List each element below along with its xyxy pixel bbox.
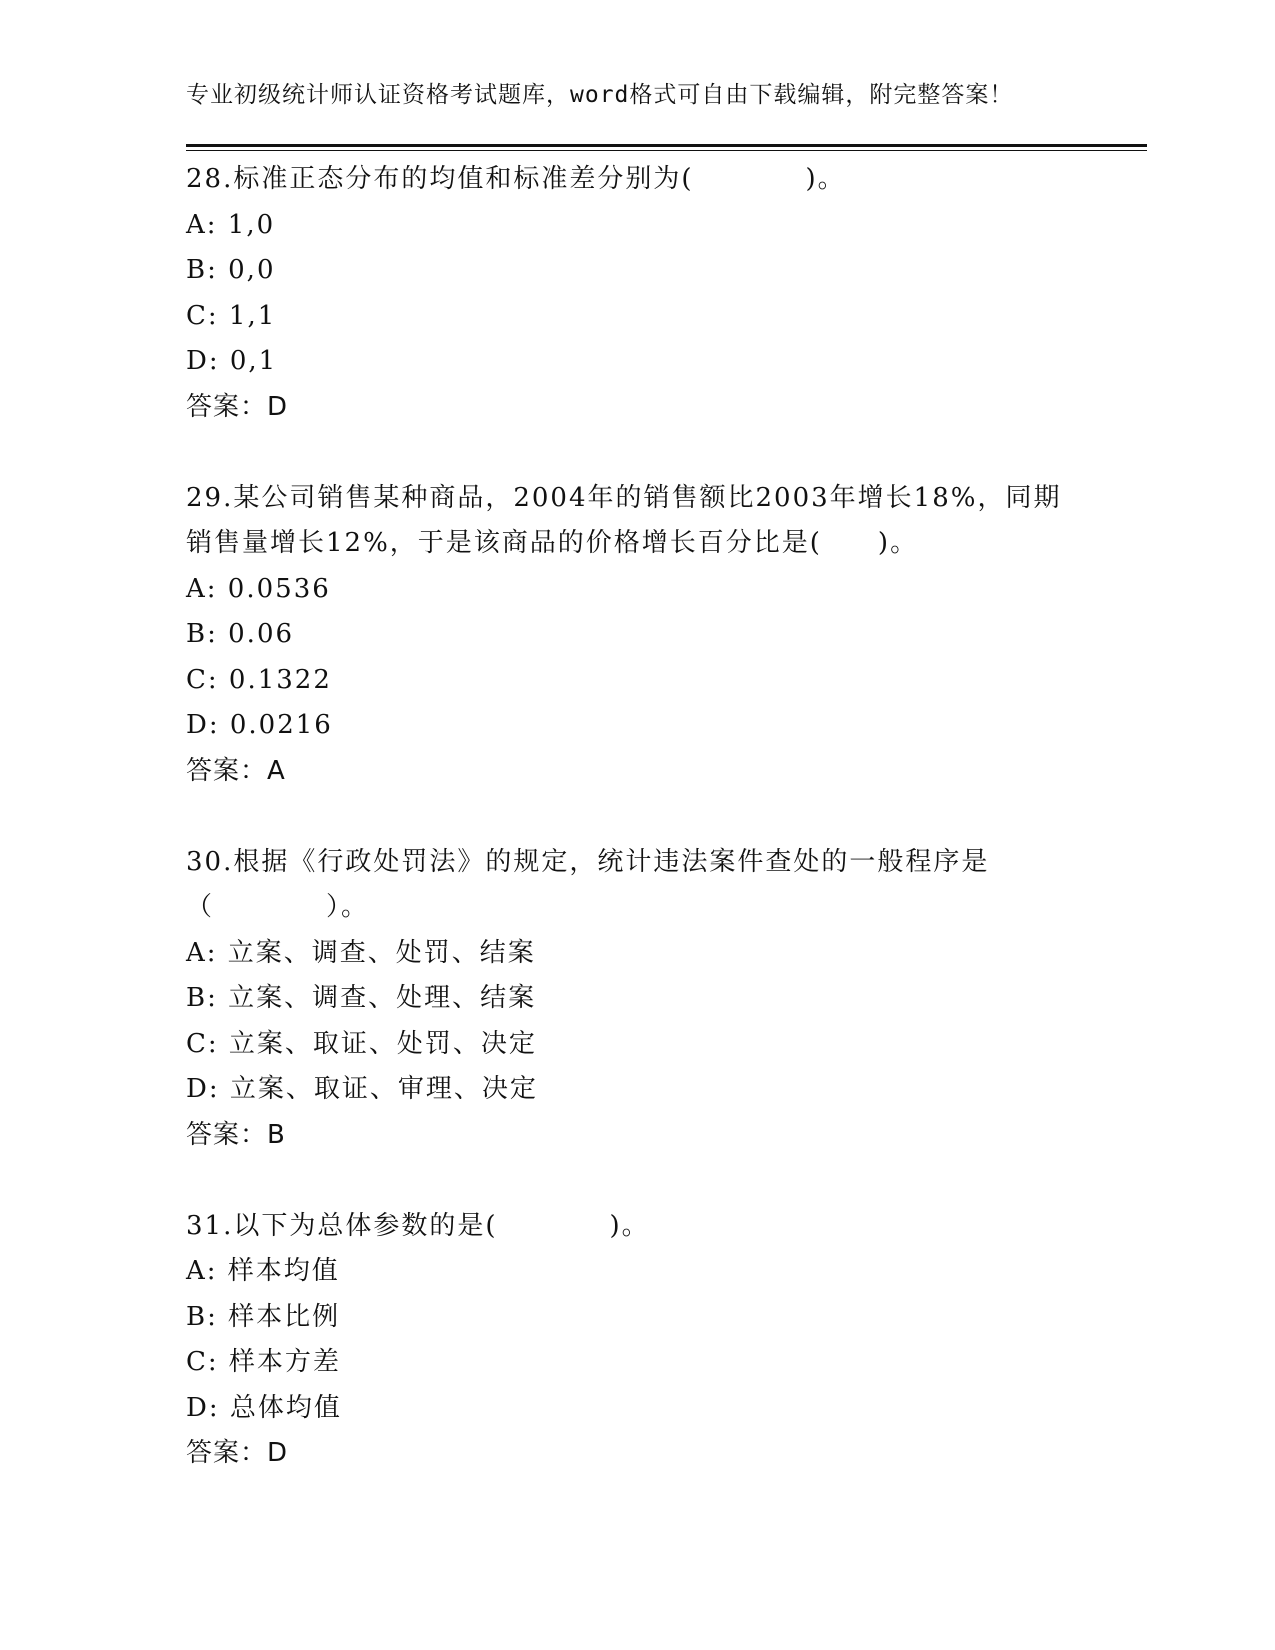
question-stem: 31.以下为总体参数的是( )。 [186,1210,650,1241]
question-31 [186,1204,1086,1477]
option-b: B: 0.06 [186,619,295,649]
answer-line: 答案：D [186,391,289,422]
header-rule-thick [186,144,1147,147]
option-d: D: 0.0216 [186,710,333,740]
option-d: D: 立案、取证、审理、决定 [186,1074,538,1104]
option-c: C: 立案、取证、处罚、决定 [186,1028,537,1059]
question-list [186,157,1086,1522]
answer-line: 答案：A [186,755,286,786]
question-28 [186,157,1086,430]
answer-line: 答案：D [186,1438,289,1468]
option-b: B: 样本比例 [186,1301,341,1332]
option-b: B: 0,0 [186,255,276,285]
answer-line: 答案：B [186,1119,286,1150]
option-a: A: 样本均值 [186,1256,340,1286]
question-30 [186,840,1086,1159]
option-c: C: 样本方差 [186,1347,341,1377]
question-stem: 29.某公司销售某种商品，2004年的销售额比2003年增长18%，同期销售量增长12%，于是该商品的价格增长百分比是( )。 [186,482,1062,558]
option-a: A: 立案、调查、处罚、结案 [186,937,536,968]
option-c: C: 0.1322 [186,664,332,695]
option-c: C: 1,1 [186,300,277,331]
question-29 [186,476,1086,795]
question-stem: 28.标准正态分布的均值和标准差分别为( )。 [186,164,846,194]
option-a: A: 0.0536 [186,573,331,604]
page-header: 专业初级统计师认证资格考试题库，word格式可自由下载编辑，附完整答案！ [186,82,1014,108]
option-a: A: 1,0 [186,209,276,240]
question-stem: 30.根据《行政处罚法》的规定，统计违法案件查处的一般程序是（ ）。 [186,846,990,922]
option-d: D: 总体均值 [186,1392,342,1423]
header-rule-thin [186,150,1147,151]
option-b: B: 立案、调查、处理、结案 [186,983,537,1013]
option-d: D: 0,1 [186,346,278,376]
